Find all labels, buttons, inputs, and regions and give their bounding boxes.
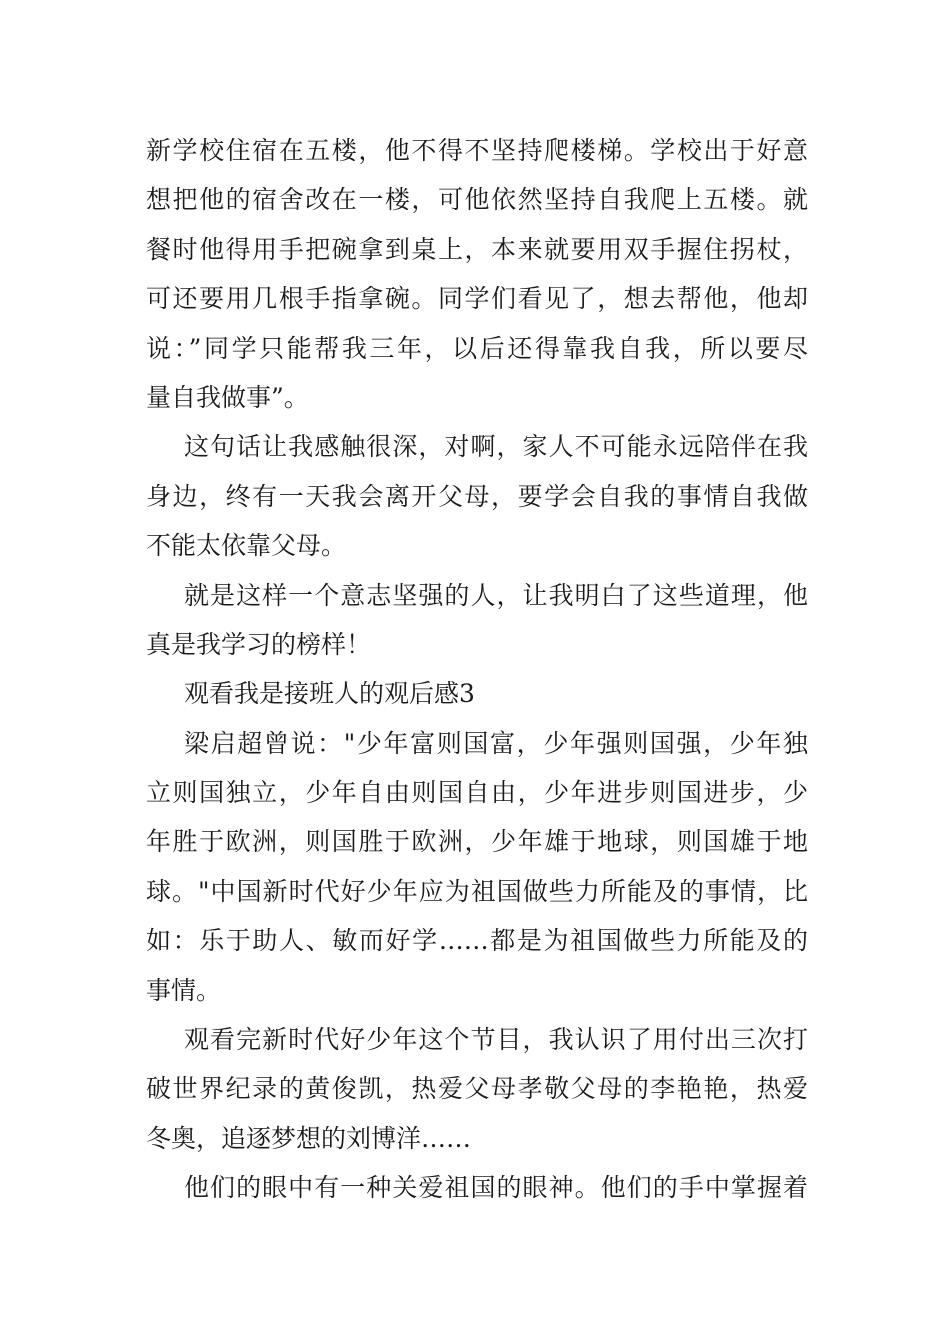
- paragraph-first-line: 他们的眼中有一种关爱祖国的眼神。他们的手中掌握着: [184, 1173, 808, 1203]
- text-line: 身边，终有一天我会离开父母，要学会自我的事情自我做: [146, 481, 808, 511]
- text-line: 事情。: [146, 975, 222, 1005]
- text-line: 新学校住宿在五楼，他不得不坚持爬楼梯。学校出于好意: [146, 136, 808, 165]
- paragraph-first-line: 观看完新时代好少年这个节目，我认识了用付出三次打: [184, 1025, 808, 1055]
- text-line: 想把他的宿舍改在一楼，可他依然坚持自我爬上五楼。就: [146, 185, 808, 215]
- text-line: 说：”同学只能帮我三年，以后还得靠我自我，所以要尽: [146, 333, 808, 363]
- paragraph-first-line: 这句话让我感触很深，对啊，家人不可能永远陪伴在我: [184, 432, 808, 462]
- text-line: 如：乐于助人、敏而好学……都是为祖国做些力所能及的: [146, 926, 808, 956]
- text-line: 量自我做事”。: [146, 382, 309, 412]
- paragraph-first-line: 梁启超曾说："少年富则国富，少年强则国强，少年独: [184, 728, 808, 758]
- text-line: 餐时他得用手把碗拿到桌上，本来就要用双手握住拐杖，: [146, 234, 808, 264]
- section-heading: 观看我是接班人的观后感3: [184, 679, 475, 709]
- text-line: 真是我学习的榜样！: [146, 629, 372, 659]
- text-line: 可还要用几根手指拿碗。同学们看见了，想去帮他，他却: [146, 284, 808, 314]
- document-body: [146, 126, 808, 1213]
- text-line: 破世界纪录的黄俊凯，热爱父母孝敬父母的李艳艳，热爱: [146, 1074, 808, 1104]
- text-line: 不能太依靠父母。: [146, 531, 347, 561]
- text-line: 球。"中国新时代好少年应为祖国做些力所能及的事情，比: [146, 876, 808, 906]
- text-line: 年胜于欧洲，则国胜于欧洲，少年雄于地球，则国雄于地: [146, 827, 808, 857]
- text-line: 冬奥，追逐梦想的刘博洋……: [146, 1123, 472, 1153]
- paragraph-first-line: 就是这样一个意志坚强的人，让我明白了这些道理，他: [184, 580, 808, 610]
- text-line: 立则国独立，少年自由则国自由，少年进步则国进步，少: [146, 778, 808, 808]
